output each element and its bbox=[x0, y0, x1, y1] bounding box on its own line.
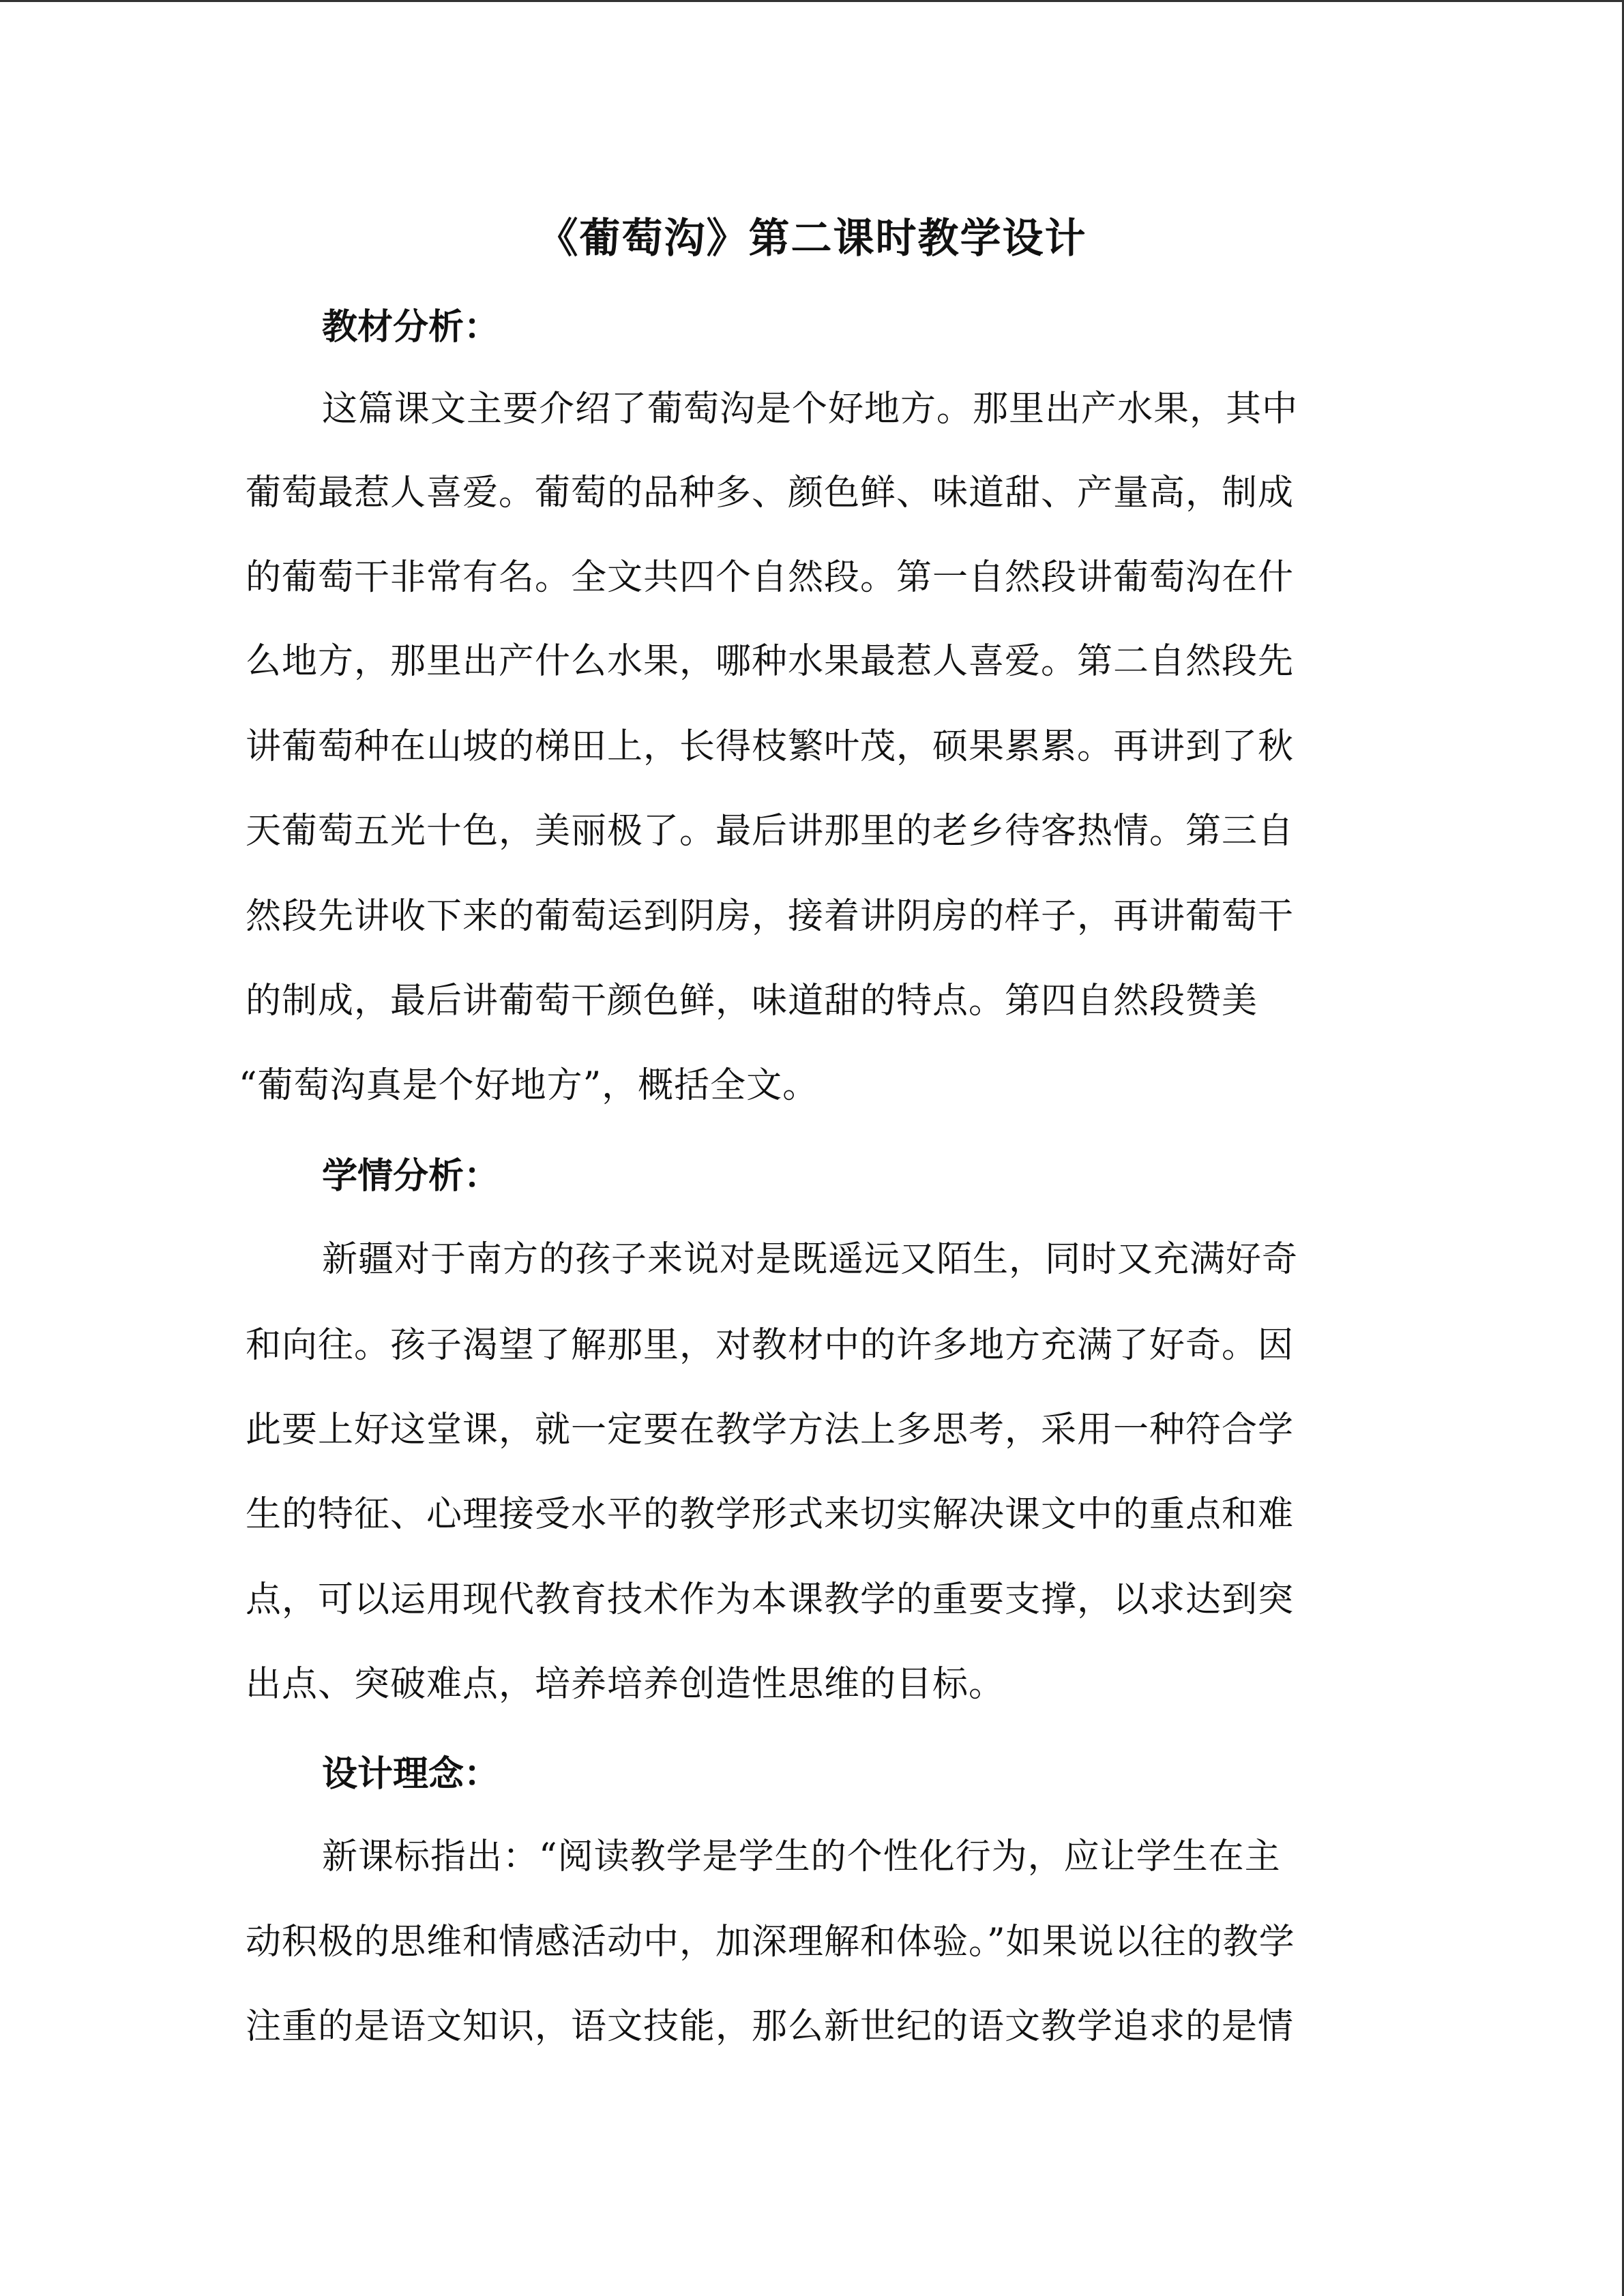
section-heading-textbook-analysis: 教材分析： bbox=[322, 306, 500, 348]
paragraph-line: 点，可以运用现代教育技术作为本课教学的重要支撑，以求达到突 bbox=[246, 1579, 1295, 1620]
paragraph-line: 此要上好这堂课，就一定要在教学方法上多思考，采用一种符合学 bbox=[246, 1410, 1295, 1450]
paragraph-line: 注重的是语文知识，语文技能，那么新世纪的语文教学追求的是情 bbox=[246, 2006, 1295, 2047]
paragraph-line: “葡萄沟真是个好地方”，概括全文。 bbox=[239, 1065, 819, 1106]
paragraph-line: 这篇课文主要介绍了葡萄沟是个好地方。那里出产水果，其中 bbox=[322, 389, 1299, 430]
paragraph-line: 天葡萄五光十色，美丽极了。最后讲那里的老乡待客热情。第三自 bbox=[246, 811, 1295, 852]
paragraph-line: 的制成，最后讲葡萄干颜色鲜，味道甜的特点。第四自然段赞美 bbox=[246, 981, 1258, 1022]
paragraph-line: 出点、突破难点，培养培养创造性思维的目标。 bbox=[246, 1664, 1005, 1705]
section-heading-design-concept: 设计理念： bbox=[322, 1753, 500, 1795]
paragraph-line: 葡萄最惹人喜爱。葡萄的品种多、颜色鲜、味道甜、产量高，制成 bbox=[246, 473, 1295, 513]
paragraph-line: 生的特征、心理接受水平的教学形式来切实解决课文中的重点和难 bbox=[246, 1494, 1295, 1535]
paragraph-line: 讲葡萄种在山坡的梯田上，长得枝繁叶茂，硕果累累。再讲到了秋 bbox=[246, 726, 1295, 767]
paragraph-line: 新疆对于南方的孩子来说对是既遥远又陌生，同时又充满好奇 bbox=[322, 1239, 1299, 1280]
paragraph-line: 的葡萄干非常有名。全文共四个自然段。第一自然段讲葡萄沟在什 bbox=[246, 557, 1295, 598]
paragraph-line: 动积极的思维和情感活动中，加深理解和体验。”如果说以往的教学 bbox=[246, 1922, 1295, 1963]
page-top-border bbox=[0, 0, 1624, 2]
document-title: 《葡萄沟》第二课时教学设计 bbox=[537, 215, 1087, 263]
paragraph-line: 么地方，那里出产什么水果，哪种水果最惹人喜爱。第二自然段先 bbox=[246, 641, 1295, 682]
paragraph-line: 然段先讲收下来的葡萄运到阴房，接着讲阴房的样子，再讲葡萄干 bbox=[246, 896, 1295, 937]
section-heading-learner-analysis: 学情分析： bbox=[322, 1155, 500, 1197]
paragraph-line: 新课标指出：“阅读教学是学生的个性化行为，应让学生在主 bbox=[322, 1836, 1281, 1877]
paragraph-line: 和向往。孩子渴望了解那里，对教材中的许多地方充满了好奇。因 bbox=[246, 1325, 1295, 1366]
